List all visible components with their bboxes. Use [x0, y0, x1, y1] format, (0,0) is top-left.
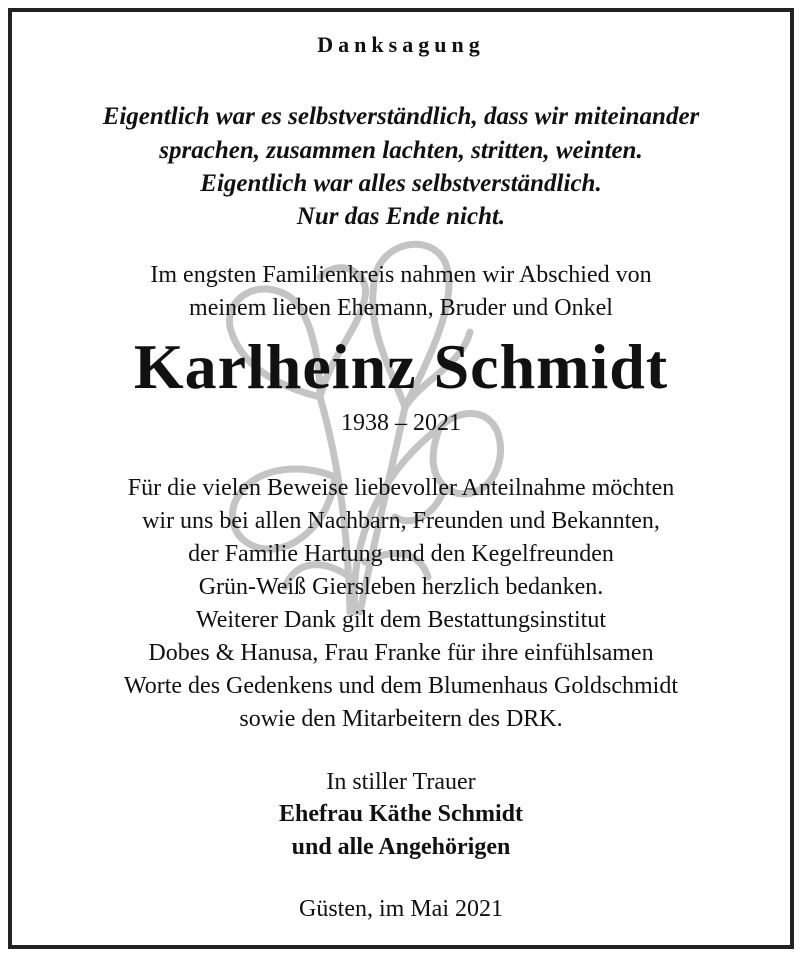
quote-line: sprachen, zusammen lachten, stritten, weinten. [159, 137, 643, 164]
deceased-name: Karlheinz Schmidt [133, 331, 669, 402]
quote-line: Eigentlich war es selbstverständlich, dass wir miteinander [102, 103, 700, 130]
obituary-text [12, 12, 790, 945]
place-date: Güsten, im Mai 2021 [299, 896, 503, 922]
thanks-line: Worte des Gedenkens und dem Blumenhaus Goldschmidt [124, 673, 678, 699]
thanks-line: Weiterer Dank gilt dem Bestattungsinstitut [196, 607, 606, 633]
thanks-line: wir uns bei allen Nachbarn, Freunden und Bekannten, [142, 508, 660, 534]
closing: In stiller Trauer [326, 769, 476, 795]
thanks-line: Dobes & Hanusa, Frau Franke für ihre einfühlsamen [148, 640, 654, 666]
quote-line: Eigentlich war alles selbstverständlich. [200, 170, 602, 197]
intro-line: meinem lieben Ehemann, Bruder und Onkel [189, 295, 613, 321]
quote-line: Nur das Ende nicht. [296, 203, 506, 230]
thanks-line: Für die vielen Beweise liebevoller Anteilnahme möchten [127, 475, 675, 501]
life-dates: 1938 – 2021 [341, 410, 461, 436]
thanks-line: Grün-Weiß Giersleben herzlich bedanken. [198, 574, 604, 600]
signed-by-line: Ehefrau Käthe Schmidt [278, 801, 523, 827]
heading: Danksagung [317, 32, 485, 57]
intro-line: Im engsten Familienkreis nahmen wir Abschied von [150, 262, 652, 288]
thanks-line: sowie den Mitarbeitern des DRK. [239, 706, 563, 732]
thanks-line: der Familie Hartung und den Kegelfreunden [188, 541, 614, 567]
obituary-card [8, 8, 794, 949]
signed-by-line: und alle Angehörigen [291, 834, 511, 860]
